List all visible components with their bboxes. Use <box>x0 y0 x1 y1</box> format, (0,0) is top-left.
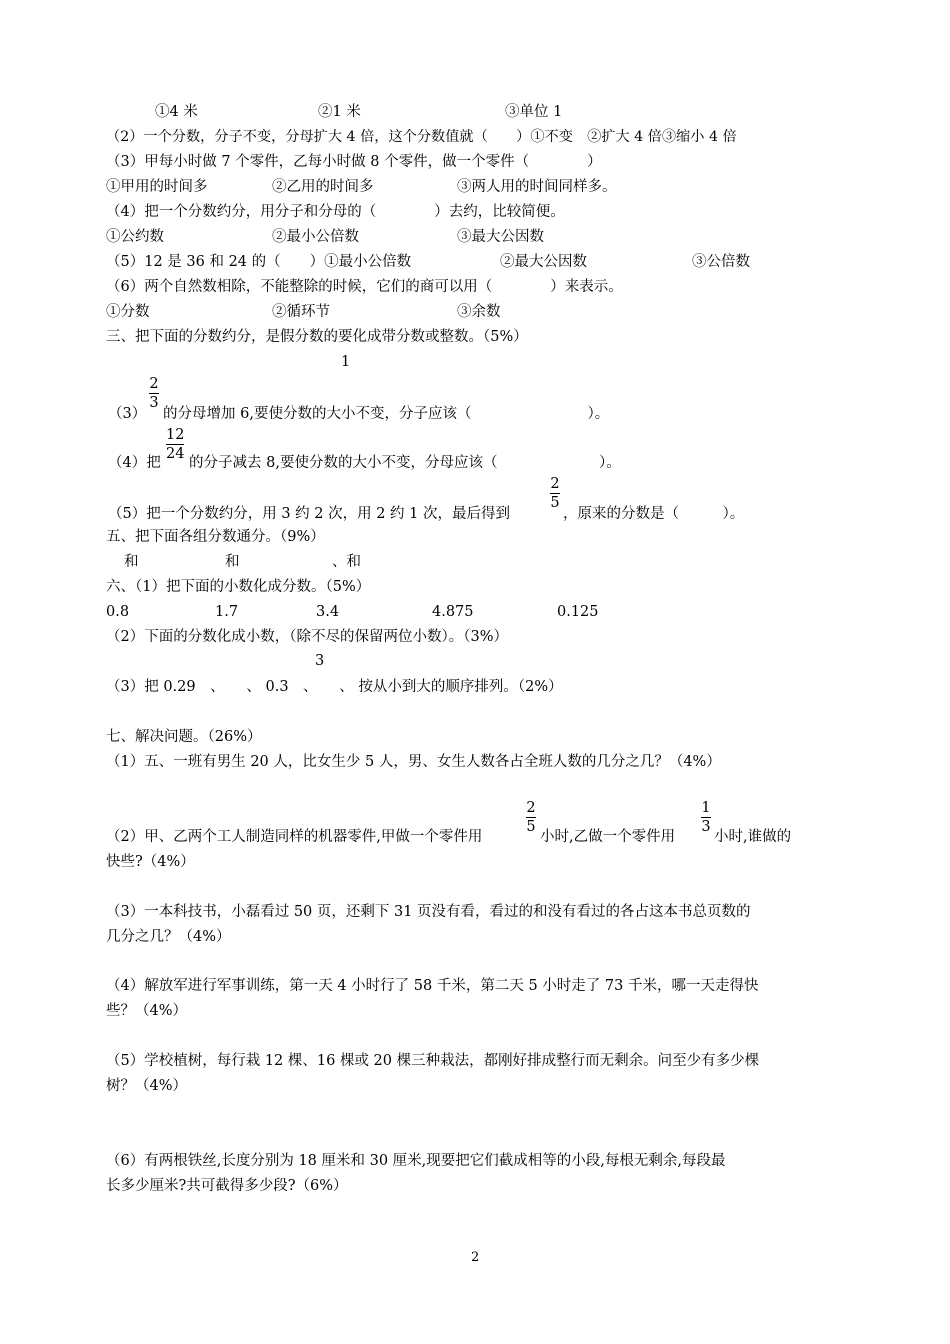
s3-q4-prefix: （4）把 <box>108 455 161 471</box>
numerator: 12 <box>166 427 185 443</box>
q6-option-2: ②循环节 <box>272 304 330 320</box>
s3-q3-prefix: （3） <box>108 406 147 422</box>
q6-option-3: ③余数 <box>457 304 501 320</box>
s3-q3-text: 的分母增加 6,要使分数的大小不变，分子应该（ ）。 <box>163 406 610 422</box>
problem-2-line2: 快些?（4%） <box>106 854 195 870</box>
fraction-12-24 <box>166 427 184 462</box>
section-6-q3: （3）把 0.29 、 、 0.3 、 、 按从小到大的顺序排列。（2%） <box>106 679 563 695</box>
problem-5-line1: （5）学校植树，每行栽 12 棵、16 棵或 20 棵三种栽法，都刚好排成整行而无剩余。问至少有多少棵 <box>106 1053 760 1069</box>
problem-3-line2: 几分之几？（4%） <box>106 929 231 945</box>
decimal-4: 4.875 <box>432 604 474 620</box>
numerator: 2 <box>526 800 536 816</box>
section-6-title: 六、（1）把下面的小数化成分数。（5%） <box>106 579 371 595</box>
question-2-6: （6）两个自然数相除，不能整除的时候，它们的商可以用（ ）来表示。 <box>106 279 623 295</box>
numerator: 2 <box>550 476 560 492</box>
denominator: 24 <box>166 446 185 462</box>
denominator: 5 <box>550 495 560 511</box>
and-word-2: 和 <box>225 554 240 570</box>
decimal-2: 1.7 <box>215 604 239 620</box>
q3-option-3: ③两人用的时间同样多。 <box>457 179 617 195</box>
denominator: 3 <box>701 819 711 835</box>
question-2-5: （5）12 是 36 和 24 的（ ）①最小公倍数 <box>106 254 412 270</box>
section-5-title: 五、把下面各组分数通分。（9%） <box>106 529 325 545</box>
s3-q5-prefix: （5）把一个分数约分，用 3 约 2 次，用 2 约 1 次，最后得到 <box>108 506 510 522</box>
fraction-2-3 <box>149 376 159 411</box>
stray-numeral: 1 <box>341 354 351 370</box>
denominator: 3 <box>149 395 159 411</box>
numerator: 2 <box>149 376 159 392</box>
decimal-5: 0.125 <box>557 604 599 620</box>
problem-2-line1-pre: （2）甲、乙两个工人制造同样的机器零件,甲做一个零件用 <box>106 829 483 845</box>
fraction-p2-1-3 <box>701 800 711 835</box>
problem-6-line2: 长多少厘米?共可截得多少段?（6%） <box>106 1178 348 1194</box>
q5-option-2: ②最大公因数 <box>500 254 587 270</box>
numerator: 1 <box>701 800 711 816</box>
question-2-2: （2）一个分数，分子不变，分母扩大 4 倍，这个分数值就（ ）①不变 ②扩大 4 倍③缩小 4 倍 <box>106 129 737 145</box>
q4-option-1: ①公约数 <box>106 229 164 245</box>
s3-q5-text: ，原来的分数是（ ）。 <box>563 506 745 522</box>
problem-3-line1: （3）一本科技书，小磊看过 50 页，还剩下 31 页没有看，看过的和没有看过的各占这本书总页数的 <box>106 904 751 920</box>
problem-5-line2: 树？（4%） <box>106 1078 188 1094</box>
s3-q4-text: 的分子减去 8,要使分数的大小不变，分母应该（ ）。 <box>189 455 621 471</box>
and-word-1: 和 <box>124 554 139 570</box>
option-1m: ②1 米 <box>318 104 361 120</box>
q5-option-3: ③公倍数 <box>692 254 750 270</box>
and-word-3: 、和 <box>332 554 361 570</box>
decimal-1: 0.8 <box>106 604 130 620</box>
denominator: 5 <box>526 819 536 835</box>
problem-2-line1-post: 小时,谁做的 <box>714 829 792 845</box>
problem-4-line1: （4）解放军进行军事训练，第一天 4 小时行了 58 千米，第二天 5 小时走了 73 千米，哪一天走得快 <box>106 978 759 994</box>
q3-option-1: ①甲用的时间多 <box>106 179 208 195</box>
fraction-p2-2-5 <box>526 800 536 835</box>
question-2-3: （3）甲每小时做 7 个零件，乙每小时做 8 个零件，做一个零件（ ） <box>106 154 602 170</box>
section-3-title: 三、把下面的分数约分，是假分数的要化成带分数或整数。（5%） <box>106 329 528 345</box>
option-4m: ①4 米 <box>155 104 198 120</box>
q3-option-2: ②乙用的时间多 <box>272 179 374 195</box>
fraction-2-5 <box>550 476 560 511</box>
stray-numeral-3: 3 <box>315 653 325 669</box>
section-7-title: 七、解决问题。（26%） <box>106 729 262 745</box>
q4-option-3: ③最大公因数 <box>457 229 544 245</box>
q6-option-1: ①分数 <box>106 304 150 320</box>
problem-6-line1: （6）有两根铁丝,长度分别为 18 厘米和 30 厘米,现要把它们截成相等的小段,每根无剩余,每段最 <box>106 1153 726 1169</box>
q4-option-2: ②最小公倍数 <box>272 229 359 245</box>
question-2-4: （4）把一个分数约分，用分子和分母的（ ）去约，比较简便。 <box>106 204 565 220</box>
decimal-3: 3.4 <box>316 604 340 620</box>
section-6-q2: （2）下面的分数化成小数，（除不尽的保留两位小数）。（3%） <box>106 629 508 645</box>
problem-1: （1）五、一班有男生 20 人，比女生少 5 人，男、女生人数各占全班人数的几分之几？（4%） <box>106 754 721 770</box>
problem-4-line2: 些？（4%） <box>106 1003 188 1019</box>
page-number: 2 <box>471 1250 480 1265</box>
problem-2-line1-mid: 小时,乙做一个零件用 <box>540 829 676 845</box>
option-unit1: ③单位 1 <box>505 104 563 120</box>
